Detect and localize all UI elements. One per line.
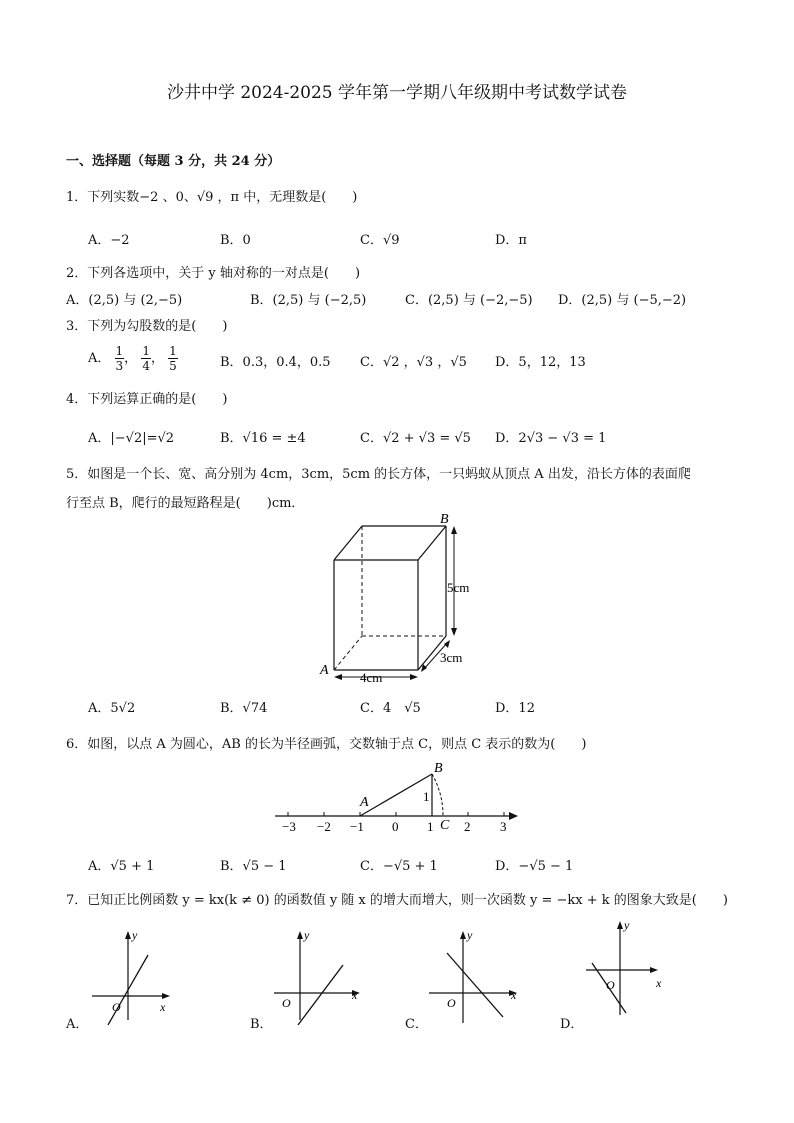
graph-d (582, 915, 682, 1023)
q7-option-a: A． (66, 1017, 89, 1032)
svg-text:O: O (606, 978, 615, 992)
svg-text:x: x (160, 1000, 166, 1014)
section-heading: 一、选择题（每题 3 分，共 24 分） (66, 154, 281, 169)
tick-label: 1 (427, 819, 434, 834)
cuboid-figure (300, 510, 490, 690)
label-depth: 3cm (440, 650, 463, 665)
q7-option-c: C． (405, 1017, 428, 1032)
fraction-1-3: $\frac{1}{3}$ (115, 344, 124, 373)
svg-text:y: y (624, 918, 630, 932)
question-5-stem-line1: 5．如图是一个长、宽、高分别为 4cm，3cm，5cm 的长方体，一只蚂蚁从顶点 A 出发，沿长方体的表面爬 (66, 467, 691, 482)
q1-option-c: C．√9 (360, 233, 400, 248)
q2-option-b: B．(2,5) 与 (−2,5) (250, 293, 367, 308)
svg-text:x: x (511, 988, 517, 1002)
question-3-stem: 3．下列为勾股数的是( ) (66, 319, 228, 334)
svg-text:x: x (656, 976, 662, 990)
label-height: 5cm (447, 580, 470, 595)
fraction-1-5: $\frac{1}{5}$ (169, 344, 177, 373)
label-width: 4cm (360, 670, 383, 685)
fraction-1-4: $\frac{1}{4}$ (142, 344, 150, 373)
question-4-stem: 4．下列运算正确的是( ) (66, 392, 228, 407)
graph-b (268, 925, 368, 1025)
q4-option-d: D．2√3 − √3 = 1 (495, 431, 607, 446)
svg-text:x: x (352, 988, 358, 1002)
q7-option-b: B． (250, 1017, 273, 1032)
label-a: A (360, 795, 369, 810)
q6-option-d: D．−√5 − 1 (495, 859, 574, 874)
label-side: 1 (423, 789, 430, 804)
q3-option-c: C．√2 ，√3 ，√5 (360, 355, 467, 370)
page-title: 沙井中学 2024-2025 学年第一学期八年级期中考试数学试卷 (166, 83, 628, 103)
q5-option-c: C．4 √5 (360, 701, 421, 716)
q3-option-a-letter: A． (88, 351, 111, 366)
q3-option-d: D．5，12，13 (495, 355, 586, 370)
number-line-figure (270, 756, 520, 836)
q1-option-d: D．π (495, 233, 527, 248)
tick-label: 2 (464, 819, 471, 834)
tick-label: 0 (392, 819, 399, 834)
label-a: A (320, 663, 329, 678)
label-b: B (440, 512, 449, 527)
q4-option-a: A．|−√2|=√2 (88, 431, 175, 446)
q3-option-a: A． $\frac{1}{3}$ ， $\frac{1}{4}$ ， $\frac{1}{5}$ (88, 344, 177, 373)
q2-option-c: C．(2,5) 与 (−2,−5) (405, 293, 533, 308)
q6-option-c: C．−√5 + 1 (360, 859, 438, 874)
label-c: C (440, 818, 450, 833)
svg-text:O: O (112, 1000, 121, 1014)
tick-label: −1 (350, 819, 364, 834)
svg-text:y: y (304, 928, 310, 942)
q6-option-a: A．√5 + 1 (88, 859, 155, 874)
svg-text:O: O (282, 996, 291, 1010)
svg-text:O: O (447, 996, 456, 1010)
tick-label: −3 (282, 819, 296, 834)
question-1-stem: 1．下列实数−2 、0、√9 ，π 中，无理数是( ) (66, 190, 358, 205)
q1-option-b: B．0 (220, 233, 251, 248)
q7-option-d: D． (560, 1017, 584, 1032)
label-b: B (434, 761, 443, 776)
svg-text:y: y (467, 928, 473, 942)
q5-option-a: A．5√2 (88, 701, 136, 716)
question-7-stem: 7．已知正比例函数 y = kx(k ≠ 0) 的函数值 y 随 x 的增大而增大，则一次函数 y = −kx + k 的图象大致是( ) (66, 893, 728, 908)
question-5-stem-line2: 行至点 B，爬行的最短路程是( )cm． (66, 496, 305, 511)
q4-option-c: C．√2 + √3 = √5 (360, 431, 471, 446)
q5-option-b: B．√74 (220, 701, 268, 716)
svg-text:y: y (132, 928, 138, 942)
tick-label: 3 (500, 819, 507, 834)
q6-option-b: B．√5 − 1 (220, 859, 287, 874)
q2-option-d: D．(2,5) 与 (−5,−2) (558, 293, 687, 308)
q4-option-b: B．√16 = ±4 (220, 431, 306, 446)
question-6-stem: 6．如图，以点 A 为圆心，AB 的长为半径画弧，交数轴于点 C，则点 C 表示的数为( ) (66, 737, 587, 752)
graph-c (425, 925, 525, 1025)
q5-option-d: D．12 (495, 701, 535, 716)
question-2-stem: 2．下列各选项中，关于 y 轴对称的一对点是( ) (66, 266, 361, 281)
q1-option-a: A．−2 (88, 233, 130, 248)
graph-a (86, 925, 176, 1025)
tick-label: −2 (317, 819, 331, 834)
q3-option-b: B．0.3，0.4，0.5 (220, 355, 331, 370)
q2-option-a: A．(2,5) 与 (2,−5) (66, 293, 183, 308)
